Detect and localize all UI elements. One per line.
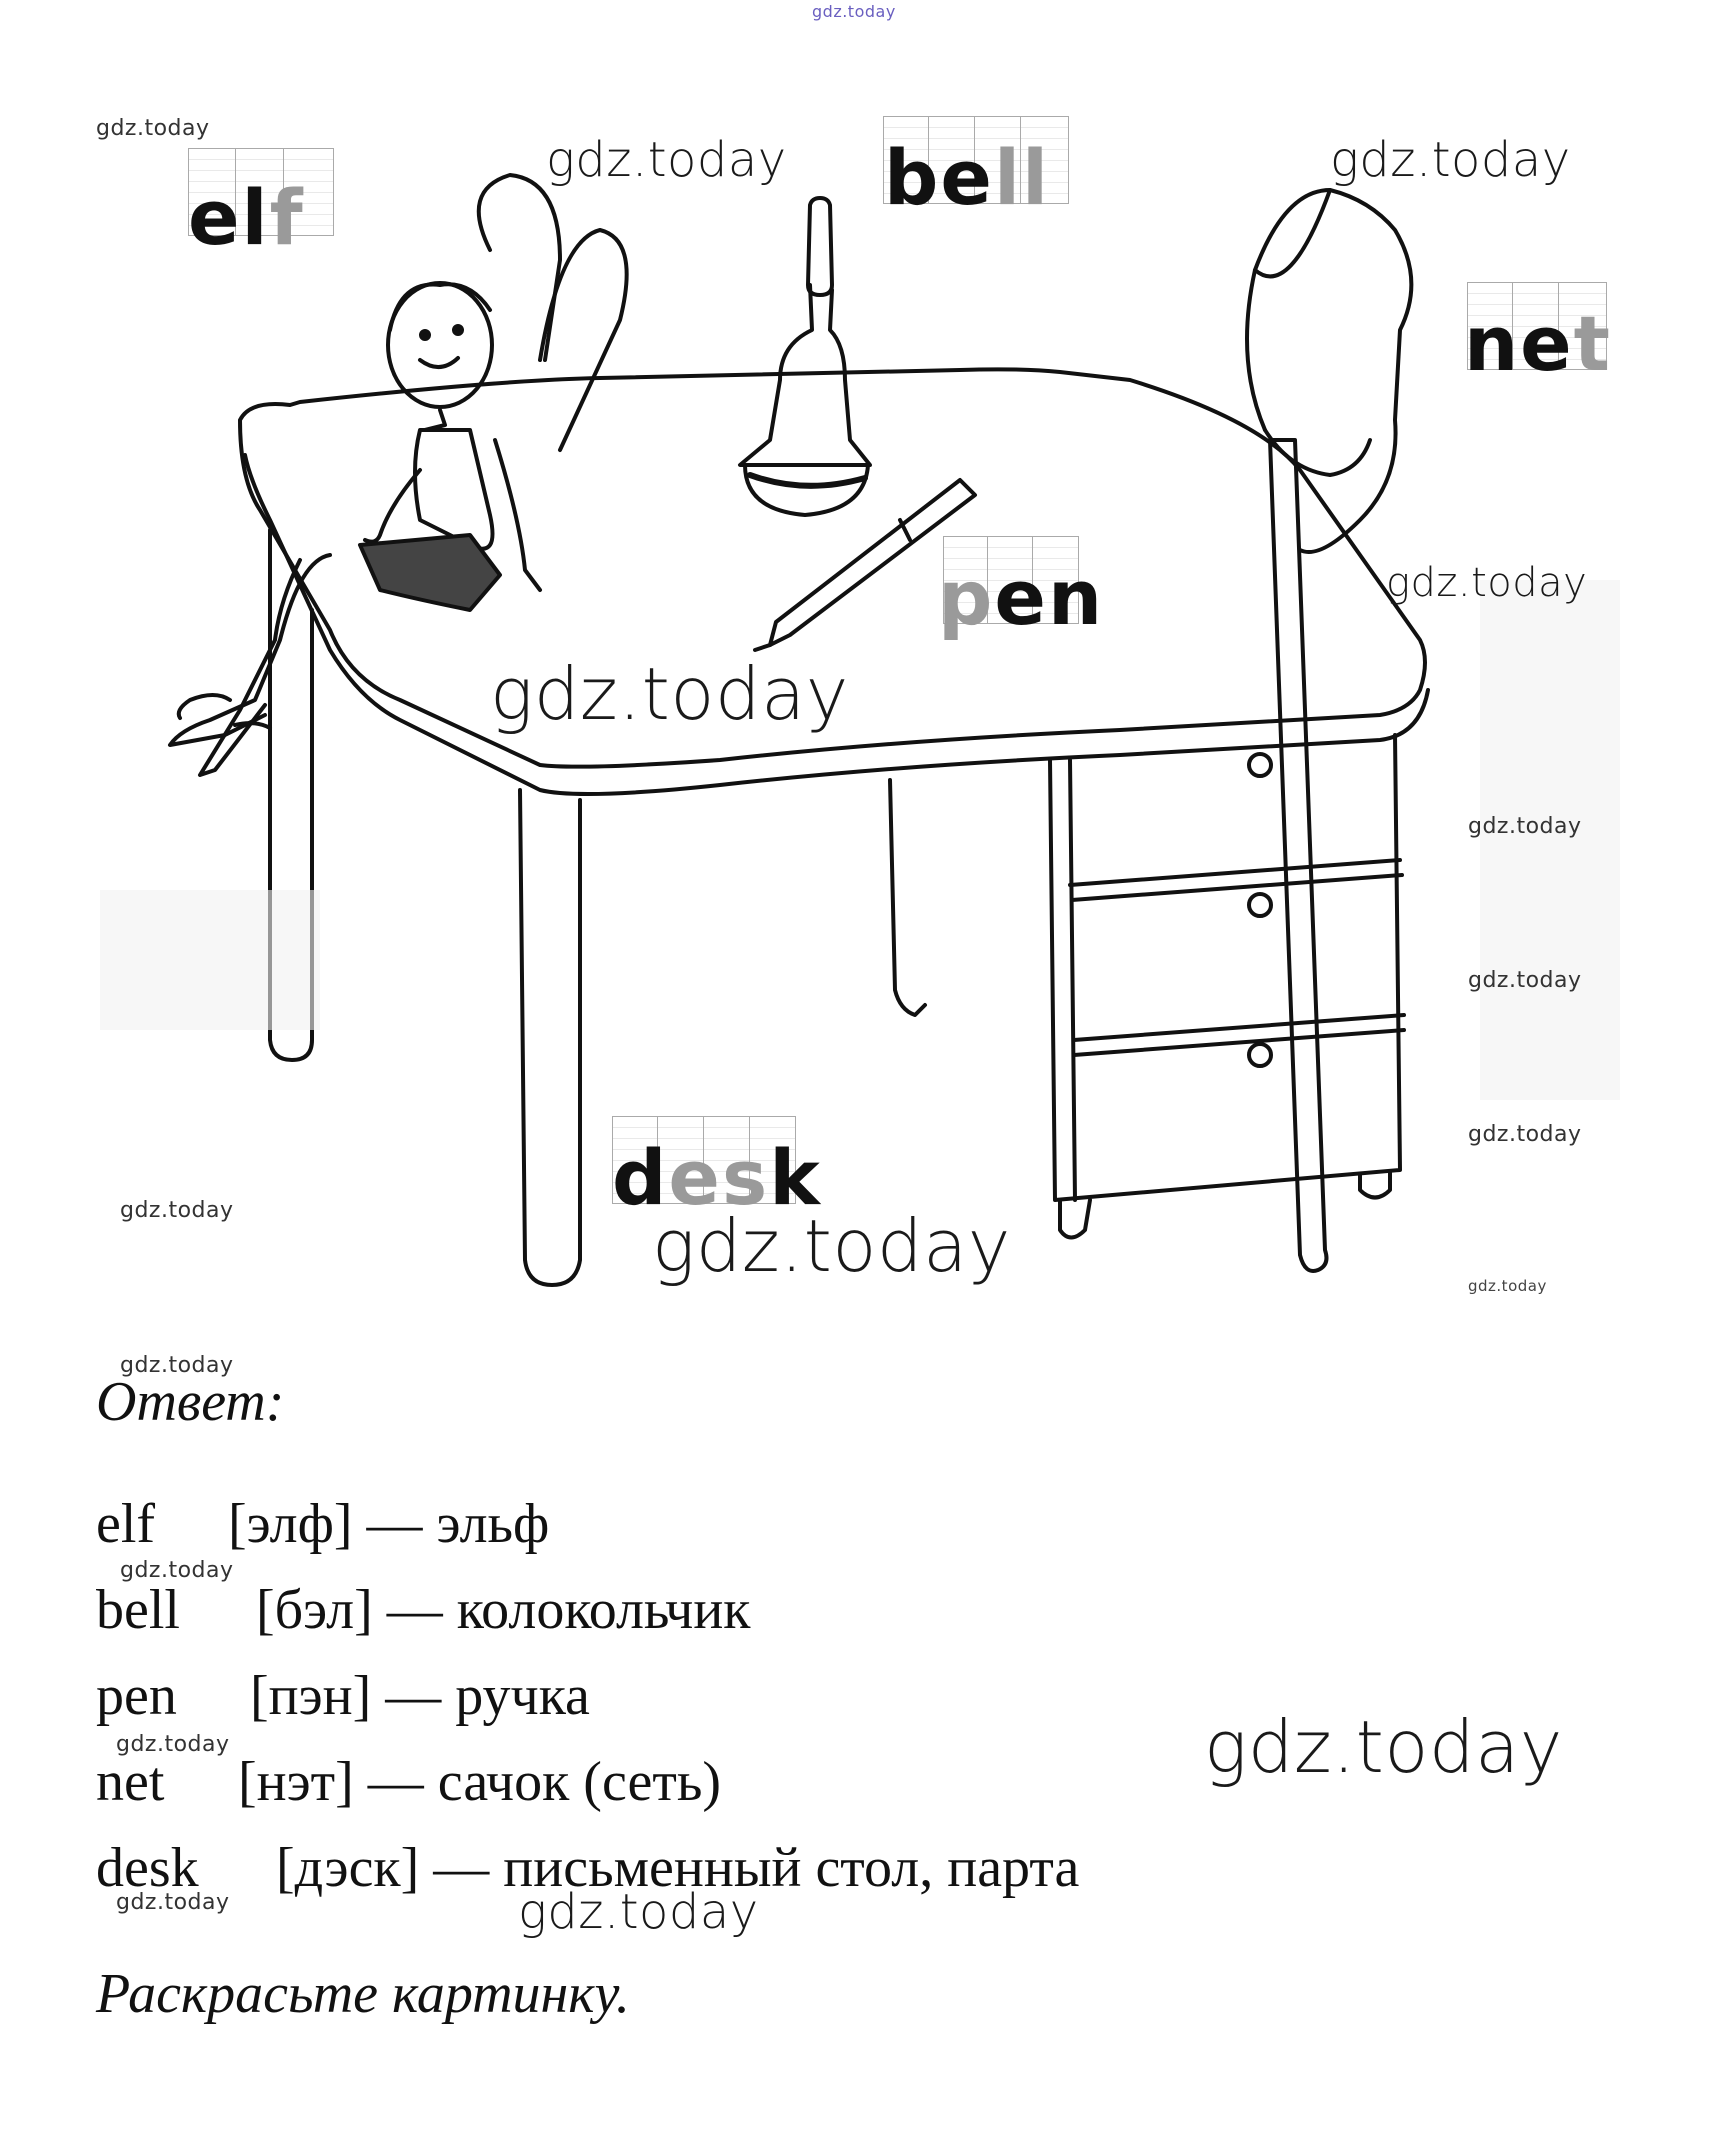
answer-footer: Раскрасьте картинку. [96,1963,630,2025]
watermark: gdz.today [120,1558,234,1583]
answer-row-desk [96,1836,1079,1900]
watermark: gdz.today [120,1353,234,1378]
answer-row-pen [96,1664,590,1728]
watermark: gdz.today [1468,968,1582,993]
watermark: gdz.today [116,1732,230,1757]
bell-drawing [740,198,870,515]
watermark: gdz.today [652,1204,1011,1288]
watermark: gdz.today [1386,560,1588,606]
answer-translation: [дэск] — письменный стол, парта [276,1837,1080,1899]
label-elf: elf [188,173,305,262]
answer-word: net [96,1751,165,1813]
answer-row-elf [96,1492,549,1556]
answer-translation: [элф] — эльф [228,1493,550,1555]
answer-translation: [бэл] — колокольчик [256,1579,751,1641]
answer-word: elf [96,1493,156,1555]
answer-heading: Ответ: [96,1371,285,1433]
answer-row-bell [96,1578,751,1642]
answer-word: pen [96,1665,177,1727]
answer-word: bell [96,1579,180,1641]
table-leg-back [890,780,925,1015]
table-edge [245,455,1428,794]
answer-row-net [96,1750,721,1814]
watermark: gdz.today [1204,1705,1563,1789]
watermark: gdz.today [120,1198,234,1223]
answer-translation: [пэн] — ручка [250,1665,590,1727]
watermark: gdz.today [116,1890,230,1915]
label-desk: desk [612,1133,822,1222]
table-leg-front [520,790,580,1285]
answer-translation: [нэт] — сачок (сеть) [238,1751,721,1813]
watermark: gdz.today [812,2,896,21]
watermark: gdz.today [96,116,210,141]
label-pen: pen [938,553,1105,642]
label-net: net [1464,299,1612,388]
watermark: gdz.today [1468,1122,1582,1147]
watermark: gdz.today [518,1884,759,1940]
watermark: gdz.today [546,132,787,188]
answer-word: desk [96,1837,199,1899]
net-drawing [1247,190,1411,1271]
watermark: gdz.today [490,652,849,736]
watermark: gdz.today [1468,1277,1547,1295]
label-bell: bell [884,133,1051,222]
watermark: gdz.today [1468,814,1582,839]
cabinet [1050,735,1400,1200]
watermark: gdz.today [1330,132,1571,188]
